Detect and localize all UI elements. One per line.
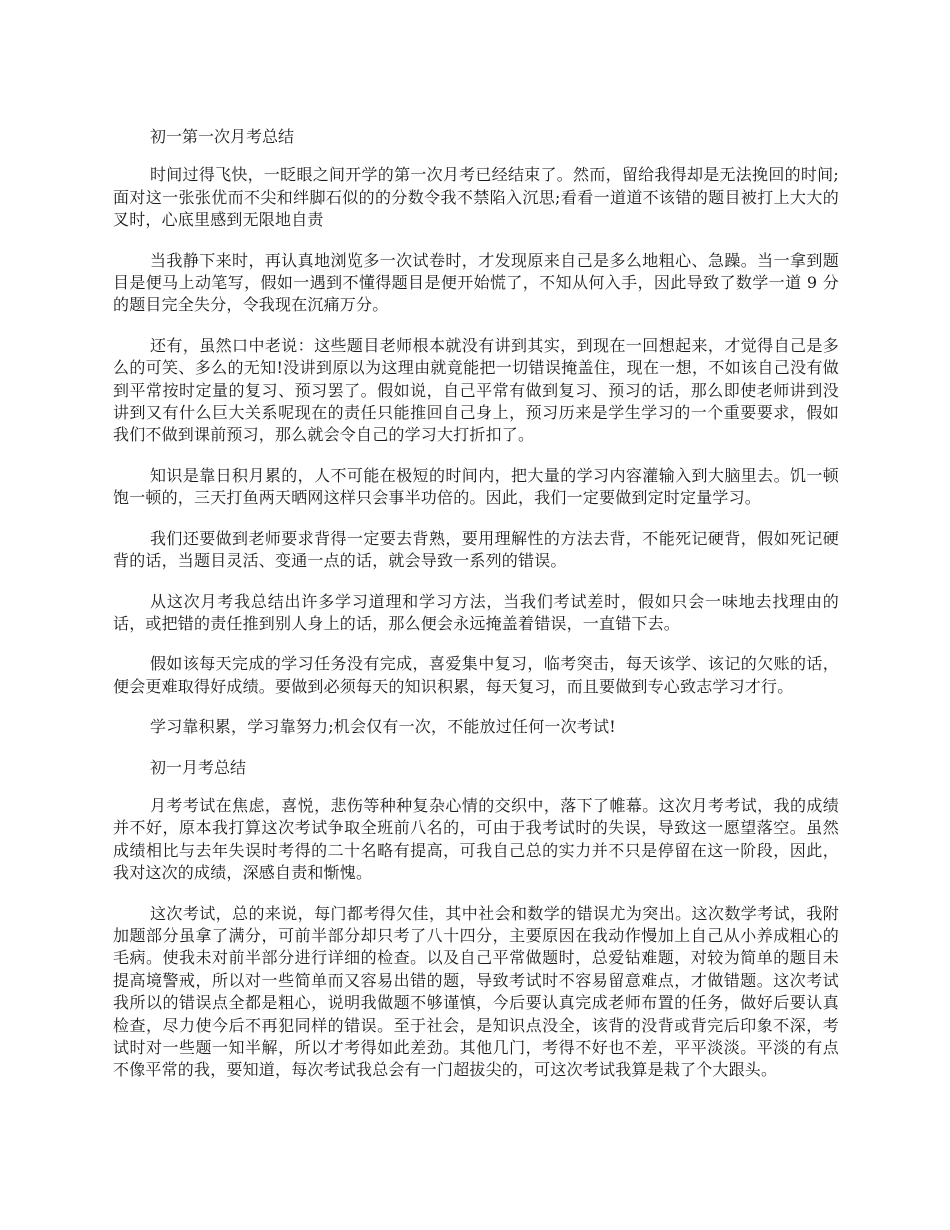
paragraph: 学习靠积累，学习靠努力;机会仅有一次，不能放过任何一次考试! [150,717,616,737]
paragraph: 我们还要做到老师要求背得一定要去背熟，要用理解性的方法去背，不能死记硬背，假如死记硬背的话，当题目灵活、变通一点的话，就会导致一系列的错误。 [113,528,839,571]
paragraph: 这次考试，总的来说，每门都考得欠佳，其中社会和数学的错误尤为突出。这次数学考试，我附加题部分虽拿了满分，可前半部分却只考了八十四分，主要原因在我动作慢加上自己从小养成粗心的毛病。使我未对前半部分进行详细的检查。以及自己平常做题时，总爱钻难题，对较为简单的题目未提高境警戒，所以对一些简单而又容易出错的题，导致考试时不容易留意难点，才做错题。这次考试我所以的错误点全都是粗心，说明我做题不够谨慎，今后要认真完成老师布置的任务，做好后要认真检查，尽力使今后不再犯同样的错误。至于社会，是知识点没全，该背的没背或背完后印象不深，考试时对一些题一知半解，所以才考得如此差劲。其他几门，考得不好也不差，平平淡淡。平淡的有点不像平常的我，要知道，每次考试我总会有一门超拔尖的，可这次考试我算是栽了个大跟头。 [113,903,839,1080]
section-title-2: 初一月考总结 [150,757,247,777]
paragraph: 知识是靠日积月累的，人不可能在极短的时间内，把大量的学习内容灌输入到大脑里去。饥一顿饱一顿的，三天打鱼两天晒网这样只会事半功倍的。因此，我们一定要做到定时定量学习。 [113,465,839,508]
paragraph: 月考考试在焦虑，喜悦，悲伤等种种复杂心情的交织中，落下了帷幕。这次月考考试，我的成绩并不好，原本我打算这次考试争取全班前八名的，可由于我考试时的失误，导致这一愿望落空。虽然成绩相比与去年失误时考得的二十名略有提高，可我自己总的实力并不只是停留在这一阶段，因此，我对这次的成绩，深感自责和惭愧。 [113,795,839,883]
paragraph: 假如该每天完成的学习任务没有完成，喜爱集中复习，临考突击，每天该学、该记的欠账的话，便会更难取得好成绩。要做到必须每天的知识积累，每天复习，而且要做到专心致志学习才行。 [113,654,839,696]
paragraph: 当我静下来时，再认真地浏览多一次试卷时，才发现原来自己是多么地粗心、急躁。当一拿到题目是便马上动笔写，假如一遇到不懂得题目是便开始慌了，不知从何入手，因此导致了数学一道 9 分的题目完全失分，令我现在沉痛万分。 [113,250,839,315]
section-title-1: 初一第一次月考总结 [150,127,295,146]
document-page [113,126,839,1100]
paragraph: 时间过得飞快，一眨眼之间开学的第一次月考已经结束了。然而，留给我得却是无法挽回的时间;面对这一张张优而不尖和绊脚石似的的分数令我不禁陷入沉思;看看一道道不该错的题目被打上大大的叉时，心底里感到无限地自责 [113,165,839,230]
paragraph: 还有，虽然口中老说：这些题目老师根本就没有讲到其实，到现在一回想起来，才觉得自己是多么的可笑、多么的无知!没讲到原以为这理由就竟能把一切错误掩盖住，现在一想，不如该自己没有做到平常按时定量的复习、预习罢了。假如说，自己平常有做到复习、预习的话，那么即使老师讲到没讲到又有什么巨大关系呢现在的责任只能推回自己身上，预习历来是学生学习的一个重要要求，假如我们不做到课前预习，那么就会令自己的学习大打折扣了。 [113,335,839,445]
paragraph: 从这次月考我总结出许多学习道理和学习方法，当我们考试差时，假如只会一味地去找理由的话，或把错的责任推到别人身上的话，那么便会永远掩盖着错误，一直错下去。 [113,591,839,633]
